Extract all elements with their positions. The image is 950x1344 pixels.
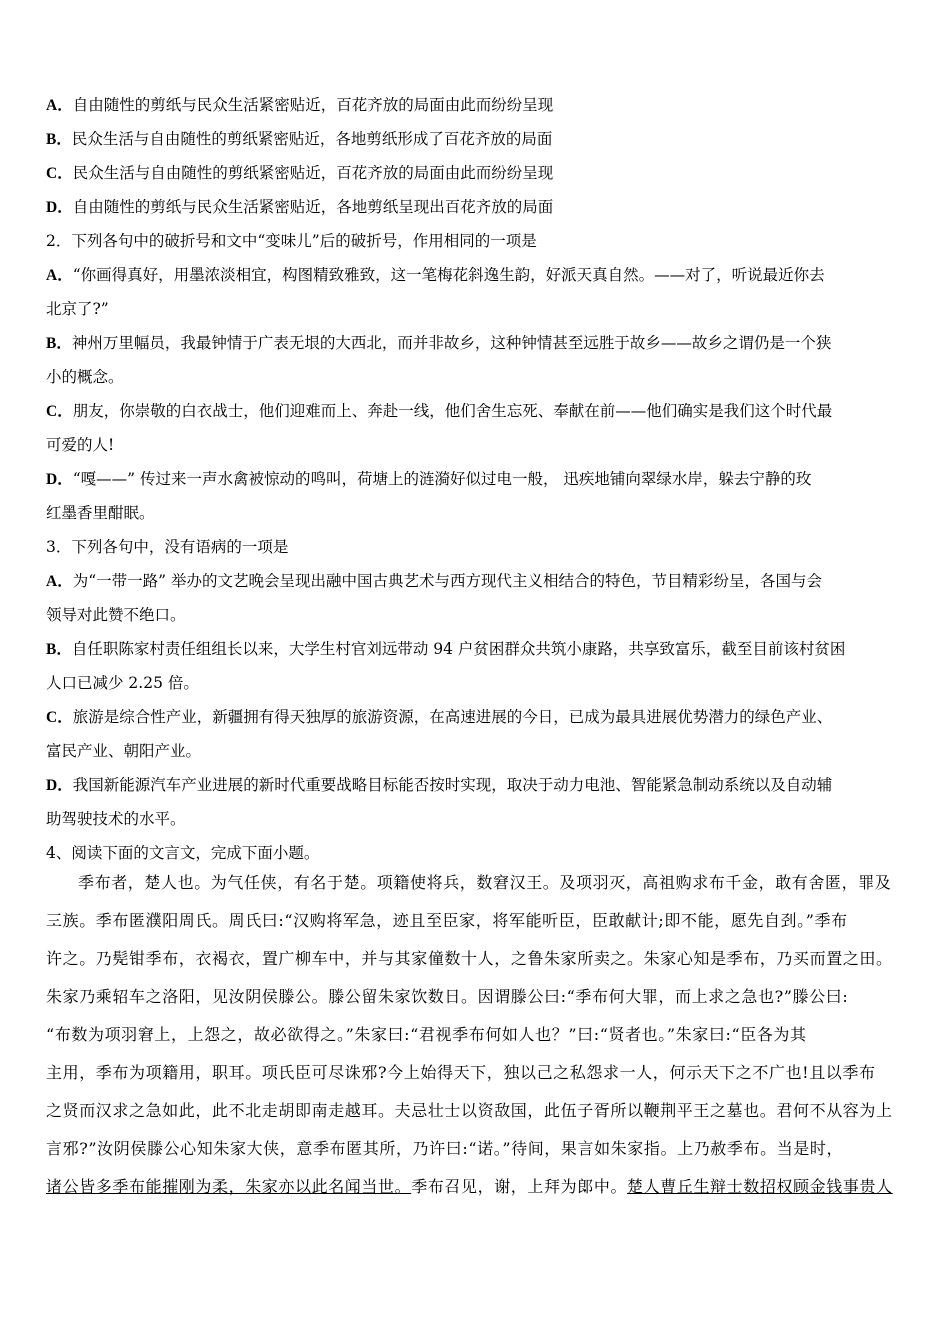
q3-option-a xyxy=(46,572,906,591)
dotted-char: 郎 · xyxy=(577,1177,594,1196)
passage-line: 朱家乃乘轺车之洛阳，见汝阴侯滕公。滕公留朱家饮数日。因谓滕公曰:“季布何大罪，而上求之急也?”滕公曰: xyxy=(46,987,849,1006)
option-text: 为“一带一路” 举办的文艺晚会呈现出融中国古典艺术与西方现代主义相结合的特色，节目精彩纷呈，各国与会 xyxy=(72,572,822,590)
q3-option-c-cont: 富民产业、朝阳产业。 xyxy=(46,742,202,760)
passage-text: 族。季布匿濮阳周氏。周氏曰:“汉购将军急，迹且至臣家，将军能听臣，臣敢献计;即不能，愿先自刭。”季布 xyxy=(62,911,848,930)
q2-option-c xyxy=(46,402,906,421)
q3-stem: 3．下列各句中，没有语病的一项是 xyxy=(46,538,289,556)
passage-line xyxy=(46,902,906,940)
option-text: “你画得真好，用墨浓淡相宜，构图精致雅致，这一笔梅花斜逸生韵，好派天真自然。——对了，听说最近你去 xyxy=(72,266,825,284)
option-letter: C． xyxy=(46,165,73,182)
option-text: 自由随性的剪纸与民众生活紧密贴近，百花齐放的局面由此而纷纷呈现 xyxy=(72,96,554,114)
option-text: 自任职陈家村责任组组长以来，大学生村官刘远带动 94 户贫困群众共筑小康路，共享致富乐，截至目前该村贫困 xyxy=(71,640,846,658)
q2-option-c-cont: 可爱的人! xyxy=(46,436,115,454)
option-text: 民众生活与自由随性的剪纸紧密贴近，百花齐放的局面由此而纷纷呈现 xyxy=(72,164,554,182)
q2-stem: 2．下列各句中的破折号和文中“变味儿”后的破折号，作用相同的一项是 xyxy=(46,232,537,250)
passage-line xyxy=(46,940,906,978)
dotted-char: 中 · xyxy=(594,1177,611,1196)
q2-option-a xyxy=(46,266,906,285)
dotted-char: 髡 · xyxy=(112,949,129,968)
option-letter: B． xyxy=(46,641,72,658)
underlined-sentence: 诸公皆多季布能摧刚为柔，朱家亦以此名闻当世。 xyxy=(46,1177,412,1196)
passage-line: 言邪?”汝阴侯滕公心知朱家大侠，意季布匿其所，乃许曰:“诺。”待间，果言如朱家指。上乃赦季布。当是时， xyxy=(46,1139,844,1158)
exam-page xyxy=(46,96,906,1206)
question-4 xyxy=(46,844,906,1206)
option-text: 旅游是综合性产业，新疆拥有得天独厚的旅游资源，在高速进展的今日，已成为最具进展优势潜力的绿色产业、 xyxy=(72,708,833,726)
option-letter: D． xyxy=(46,471,73,488)
option-letter: B． xyxy=(46,131,72,148)
q1-option-d xyxy=(46,198,906,232)
q3-option-d xyxy=(46,776,906,795)
q3-option-a-cont: 领导对此赞不绝口。 xyxy=(46,606,186,624)
question-3 xyxy=(46,538,906,844)
q1-options xyxy=(46,96,906,232)
option-text: “嘎——” 传过来一声水禽被惊动的鸣叫，荷塘上的涟漪好似过电一般， 迅疾地铺向翠绿水岸，躲去宁静的玫 xyxy=(72,470,812,488)
q2-option-b-cont: 小的概念。 xyxy=(46,368,124,386)
option-text: 自由随性的剪纸与民众生活紧密贴近，各地剪纸呈现出百花齐放的局面 xyxy=(72,198,554,216)
option-letter: D． xyxy=(46,199,73,216)
passage-text: 季布召见，谢，上拜为 xyxy=(411,1177,578,1196)
option-text: 我国新能源汽车产业进展的新时代重要战略目标能否按时实现，取决于动力电池、智能紧急制动系统以及自动辅 xyxy=(72,776,833,794)
option-letter: C． xyxy=(46,403,73,420)
q3-option-b xyxy=(46,640,906,659)
passage-text: 季布，衣褐衣，置广柳车中，并与其家僮数十人，之鲁朱家所卖之。朱家心知是季布，乃买而置之田。 xyxy=(145,949,893,968)
q1-option-b xyxy=(46,130,906,164)
question-2 xyxy=(46,232,906,538)
q2-option-d-cont: 红墨香里酣眠。 xyxy=(46,504,155,522)
q2-option-b xyxy=(46,334,906,353)
option-text: 朋友，你崇敬的白衣战士，他们迎难而上、奔赴一线，他们舍生忘死、奉献在前——他们确实是我们这个时代最 xyxy=(72,402,833,420)
q3-option-c xyxy=(46,708,906,727)
option-letter: B． xyxy=(46,335,72,352)
passage-line xyxy=(46,1168,906,1206)
q2-option-d xyxy=(46,470,906,489)
q3-option-b-cont: 人口已减少 2.25 倍。 xyxy=(46,674,199,692)
q3-option-d-cont: 助驾驶技术的水平。 xyxy=(46,810,186,828)
dotted-char: 三 · xyxy=(46,911,63,930)
passage-line: 季布者，楚人也。为气任侠，有名于楚。项籍使将兵，数窘汉王。及项羽灭，高祖购求布千金，敢有舍匿，罪及 xyxy=(78,873,892,892)
option-text: 神州万里幅员，我最钟情于广表无垠的大西北，而并非故乡，这种钟情甚至远胜于故乡——故乡之谓仍是一个狭 xyxy=(71,334,832,352)
option-letter: D． xyxy=(46,777,73,794)
passage-line: 主用，季布为项籍用，职耳。项氏臣可尽诛邪?今上始得天下，独以己之私怨求一人，何示天下之不广也!且以季布 xyxy=(46,1063,876,1082)
classical-passage xyxy=(46,864,906,1206)
q2-option-a-cont: 北京了?” xyxy=(46,300,109,318)
option-text: 民众生活与自由随性的剪纸紧密贴近，各地剪纸形成了百花齐放的局面 xyxy=(71,130,553,148)
underlined-sentence: 楚人曹丘生辩士数招权顾金钱事贵人 xyxy=(627,1177,893,1196)
dotted-char: 钳 · xyxy=(129,949,146,968)
passage-line: “布数为项羽窘上，上怨之，故必欲得之。”朱家曰:“君视季布何如人也？”曰:“贤者也。”朱家曰:“臣各为其 xyxy=(46,1025,807,1044)
option-letter: A． xyxy=(46,97,73,114)
option-letter: A． xyxy=(46,573,73,590)
passage-text: 。 xyxy=(610,1177,628,1196)
passage-text: 许之。乃 xyxy=(46,949,113,968)
q1-option-c xyxy=(46,164,906,198)
q1-option-a xyxy=(46,96,906,130)
q4-stem: 4、阅读下面的文言文，完成下面小题。 xyxy=(46,844,320,862)
option-letter: C． xyxy=(46,709,73,726)
passage-line: 之贤而汉求之急如此，此不北走胡即南走越耳。夫忌壮士以资敌国，此伍子胥所以鞭荆平王之墓也。君何不从容为上 xyxy=(46,1101,893,1120)
option-letter: A． xyxy=(46,267,73,284)
